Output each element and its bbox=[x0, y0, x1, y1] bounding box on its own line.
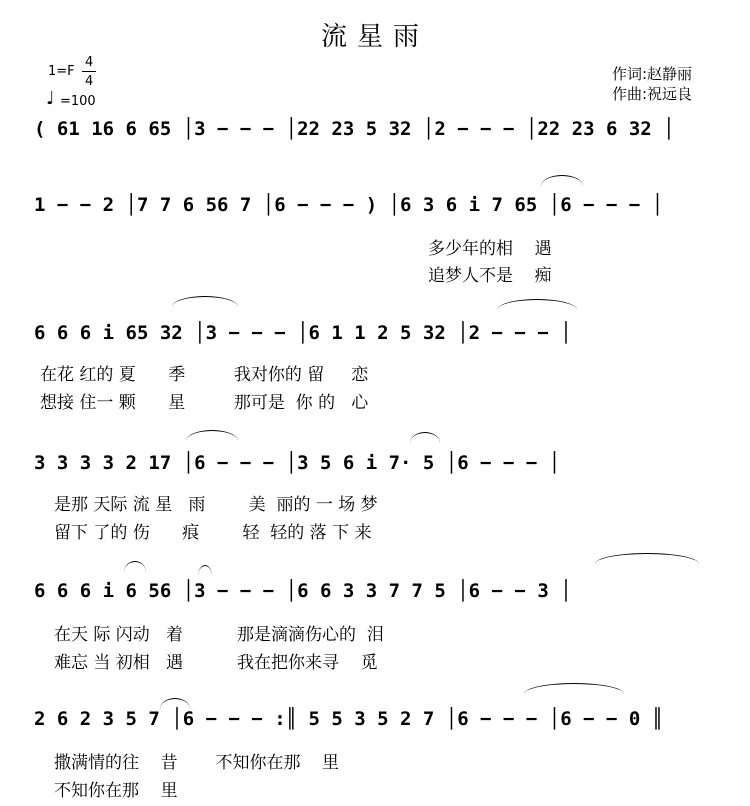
slur bbox=[186, 430, 238, 441]
tempo-marking: =100 bbox=[60, 94, 96, 109]
notation-row-4: 3 3 3 3 2 17 │6 − − − │3 5 6 i 7· 5 │6 − − − │ bbox=[34, 452, 561, 474]
lyric-row-6-verse-1: 撒满情的往 昔 不知你在那 里 bbox=[54, 753, 340, 773]
lyric-row-2-verse-1: 多少年的相 遇 bbox=[428, 239, 552, 259]
notation-row-1: ( 61 16 6 65 │3 − − − │22 23 5 32 │2 − − − │22 23 6 32 │ bbox=[34, 118, 675, 140]
time-signature-bottom: 4 bbox=[85, 74, 94, 89]
lyricist-credit: 作词:赵静丽 bbox=[612, 65, 693, 83]
slur bbox=[497, 299, 577, 310]
score-row-1 bbox=[34, 118, 726, 158]
slur bbox=[124, 561, 146, 572]
score-row-3 bbox=[34, 322, 726, 362]
lyric-row-2-verse-2: 追梦人不是 痴 bbox=[428, 266, 552, 286]
time-signature-line bbox=[82, 71, 96, 72]
lyric-row-5-verse-1: 在天 际 闪动 着 那是滴滴伤心的 泪 bbox=[54, 625, 384, 645]
credits bbox=[612, 64, 692, 104]
score-row-6 bbox=[34, 708, 726, 748]
key-signature: 1=F bbox=[48, 64, 75, 79]
score-row-5 bbox=[34, 580, 726, 620]
lyric-row-4-verse-2: 留下 了的 伤 痕 轻 轻的 落 下 来 bbox=[54, 523, 372, 543]
slur bbox=[172, 296, 238, 307]
slur bbox=[524, 683, 624, 694]
slur bbox=[198, 565, 212, 576]
lyric-row-3-verse-1: 在花 红的 夏 季 我对你的 留 恋 bbox=[40, 365, 369, 385]
lyric-row-5-verse-2: 难忘 当 初相 遇 我在把你来寻 觅 bbox=[54, 653, 378, 673]
tempo-note-icon: ♩ bbox=[46, 88, 55, 109]
notation-row-3: 6 6 6 i 65 32 │3 − − − │6 1 1 2 5 32 │2 − − − │ bbox=[34, 322, 572, 344]
composer-credit: 作曲:祝远良 bbox=[612, 85, 693, 103]
song-title: 流星雨 bbox=[320, 22, 429, 52]
slur bbox=[410, 432, 440, 443]
slur bbox=[595, 553, 699, 564]
notation-row-2: 1 − − 2 │7 7 6 56 7 │6 − − − ) │6 3 6 i 7 65 │6 − − − │ bbox=[34, 194, 664, 216]
lyric-row-4-verse-1: 是那 天际 流 星 雨 美 丽的 一 场 梦 bbox=[54, 495, 378, 515]
lyric-row-3-verse-2: 想接 住一 颗 星 那可是 你 的 心 bbox=[40, 393, 369, 413]
time-signature-top: 4 bbox=[85, 55, 94, 70]
notation-row-5: 6 6 6 i 6 56 │3 − − − │6 6 3 3 7 7 5 │6 − − 3 │ bbox=[34, 580, 572, 602]
lyric-row-6-verse-2: 不知你在那 里 bbox=[54, 781, 178, 801]
score-row-4 bbox=[34, 452, 726, 492]
score-row-2 bbox=[34, 194, 726, 234]
slur bbox=[160, 698, 190, 709]
slur bbox=[541, 175, 583, 186]
notation-row-6: 2 6 2 3 5 7 │6 − − − :║ 5 5 3 5 2 7 │6 − − − │6 − − 0 ║ bbox=[34, 708, 664, 730]
